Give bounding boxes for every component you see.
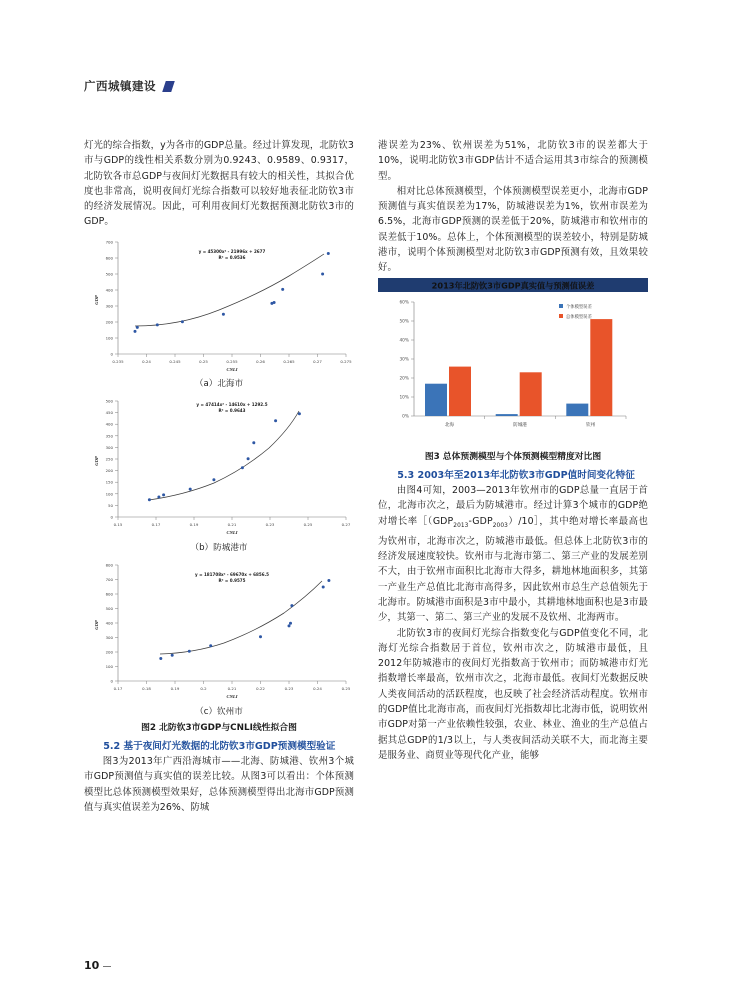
data-points-a — [134, 252, 330, 333]
svg-text:200: 200 — [105, 467, 113, 473]
svg-text:50%: 50% — [399, 319, 409, 325]
data-points-b — [148, 412, 301, 501]
figure-3 — [378, 278, 648, 462]
svg-text:500: 500 — [105, 271, 113, 277]
svg-text:0.17: 0.17 — [113, 685, 123, 691]
figure-2b — [84, 395, 354, 553]
r-squared-b: R² = 0.9643 — [218, 407, 246, 413]
svg-text:0%: 0% — [402, 414, 409, 420]
svg-text:0.22: 0.22 — [256, 685, 265, 691]
page-number-value: 10 — [84, 959, 100, 972]
legend-label-overall: 总体模型误差 — [566, 314, 592, 320]
svg-text:400: 400 — [105, 620, 113, 626]
svg-text:0.25: 0.25 — [199, 358, 208, 364]
left-paragraph-1: 灯光的综合指数，y为各市的GDP总量。经过计算发现，北防钦3市与GDP的线性相关系数分别为0.9243、0.9589、0.9317，北防钦各市总GDP与夜间灯光数据具有较大的相关性，其拟合优度也非常高，说明夜间灯光综合指数可以较好地表征北防钦3市的经济发展情况。因此，可利用夜间灯光数据预测北防钦3市的GDP。 — [84, 140, 354, 228]
svg-text:0.255: 0.255 — [226, 358, 238, 364]
svg-text:50: 50 — [108, 502, 113, 508]
svg-text:400: 400 — [105, 421, 113, 427]
svg-text:600: 600 — [105, 255, 113, 261]
svg-text:400: 400 — [105, 287, 113, 293]
journal-title: 广西城镇建设 — [84, 79, 156, 93]
svg-text:300: 300 — [105, 444, 113, 450]
bar-chart-legend — [559, 302, 592, 319]
svg-text:0.27: 0.27 — [313, 358, 322, 364]
svg-text:150: 150 — [105, 479, 113, 485]
scatter-chart-fangchenggang — [84, 395, 354, 540]
right-paragraph-1: 港误差为23%、钦州误差为51%，北防钦3市的误差都大于10%，说明北防钦3市GDP估计不适合运用其3市综合的预测模型。 — [378, 140, 648, 182]
svg-text:0.265: 0.265 — [283, 358, 295, 364]
figure-2b-subcaption: （b）防城港市 — [190, 542, 248, 553]
r-squared-a: R² = 0.9536 — [218, 254, 246, 260]
svg-text:0.23: 0.23 — [284, 685, 294, 691]
equation-c: y = 181708x² - 69670x + 6856.5 — [195, 571, 269, 577]
data-points-c — [159, 579, 330, 660]
figure-2a — [84, 236, 354, 389]
svg-text:0.25: 0.25 — [303, 521, 313, 527]
para3-post: ）/10］，其中绝对增长率最高也为钦州市，北海市次之，防城港市最低。但总体上北防钦3市的经济发展速度较快。钦州市与北海市第二、第三产业的发展差别不大，由于钦州市面积比北海市大得多，耕地林地面积多，其第一产业生产总值比北海市高得多，因此钦州市总生产总值领先于北海市。防城港市面积是3市中最小，其耕地林地面积也是3市最少，其第一、第二、第三产业的发展不及钦州、北海两市。 — [378, 515, 649, 624]
legend-swatch-overall — [559, 314, 563, 318]
svg-text:0.23: 0.23 — [265, 521, 275, 527]
bar-fangchenggang-overall — [520, 372, 542, 416]
bar-category-3: 钦州 — [585, 422, 596, 428]
svg-text:0.2: 0.2 — [200, 685, 207, 691]
para3-mid: -GDP — [468, 515, 493, 527]
page-number — [84, 959, 111, 972]
x-axis-title-c: CNLI — [226, 693, 238, 699]
svg-text:200: 200 — [105, 649, 113, 655]
svg-text:100: 100 — [105, 491, 113, 497]
svg-text:0.21: 0.21 — [227, 521, 237, 527]
legend-swatch-individual — [559, 304, 563, 308]
r-squared-c: R² = 0.9575 — [218, 577, 246, 583]
figure-2-caption: 图2 北防钦3市GDP与CNLI线性拟合图 — [141, 722, 297, 733]
scatter-chart-beihai — [84, 236, 354, 376]
section-heading-5-3: 5.3 2003年至2013年北防钦3市GDP值时间变化特征 — [397, 469, 635, 481]
x-axis-title-b: CNLI — [226, 529, 238, 535]
svg-text:60%: 60% — [399, 300, 409, 306]
left-paragraph-2: 图3为2013年广西沿海城市——北海、防城港、钦州3个城市GDP预测值与真实值的误差比较。从图3可以看出：个体预测模型比总体预测模型效果好，总体预测模型得出北海市GDP预测值与真实值误差为26%、防城 — [84, 756, 354, 813]
svg-text:800: 800 — [105, 562, 113, 568]
figure-2c — [84, 559, 354, 733]
svg-text:100: 100 — [105, 335, 113, 341]
slash-decoration-icon — [162, 81, 175, 92]
bar-fangchenggang-individual — [496, 414, 518, 416]
svg-text:0.245: 0.245 — [169, 358, 181, 364]
figure-2c-subcaption: （c）钦州市 — [195, 706, 243, 717]
svg-text:0: 0 — [110, 678, 113, 684]
right-paragraph-2: 相对比总体预测模型，个体预测模型误差更小，北海市GDP预测值与真实值误差为17%，防城港误差为1%，钦州市误差为6.5%，北海市GDP预测的误差低于20%，防城港市和钦州市的误差低于10%。总体上，个体预测模型的误差较小，特别是防城港市，说明个体预测模型对北防钦3市GDP预测有效，且效果较好。 — [378, 185, 648, 274]
svg-text:300: 300 — [105, 634, 113, 640]
svg-text:0.27: 0.27 — [341, 521, 351, 527]
svg-text:40%: 40% — [399, 338, 409, 344]
svg-text:0.21: 0.21 — [227, 685, 237, 691]
left-column — [84, 138, 354, 815]
legend-label-individual: 个体模型误差 — [566, 304, 592, 310]
bar-qinzhou-overall — [590, 319, 612, 416]
x-axis-title-a: CNLI — [226, 366, 238, 372]
svg-text:30%: 30% — [399, 357, 409, 363]
y-axis-title-a: GDP — [94, 295, 99, 305]
svg-text:0: 0 — [110, 351, 113, 357]
svg-text:10%: 10% — [399, 395, 409, 401]
scatter-chart-qinzhou — [84, 559, 354, 704]
equation-b: y = 47414x² - 14610x + 1292.5 — [196, 401, 268, 407]
svg-text:0.235: 0.235 — [112, 358, 124, 364]
svg-text:0.25: 0.25 — [341, 685, 351, 691]
equation-a: y = 45300x² - 21996x + 2677 — [198, 248, 266, 254]
right-paragraph-3 — [378, 483, 648, 626]
svg-text:0: 0 — [110, 514, 113, 520]
para3-pre: 由图4可知，2003—2013年钦州市的GDP总量一直居于首位，北海市次之，最后为防城港市。经过计算3个城市的GDP绝对增长率［（GDP — [378, 484, 648, 527]
right-column — [378, 138, 648, 815]
bar-category-2: 防城港 — [513, 422, 527, 428]
bar-beihai-individual — [425, 383, 447, 415]
svg-text:0.275: 0.275 — [340, 358, 352, 364]
two-column-body — [84, 138, 648, 815]
svg-text:0.18: 0.18 — [142, 685, 151, 691]
figure-3-caption: 图3 总体预测模型与个体预测模型精度对比图 — [424, 451, 602, 462]
svg-text:500: 500 — [105, 398, 113, 404]
svg-text:0.17: 0.17 — [151, 521, 161, 527]
section-heading-5-2: 5.2 基于夜间灯光数据的北防钦3市GDP预测模型验证 — [103, 740, 336, 752]
running-header — [84, 78, 173, 94]
y-axis-title-b: GDP — [94, 456, 99, 466]
bar-beihai-overall — [449, 366, 471, 415]
gdp-subscript-2003: 2003 — [492, 522, 508, 529]
bar-chart-title: 2013年北防钦3市GDP真实值与预测值误差 — [431, 280, 595, 291]
gdp-subscript-2013: 2013 — [453, 522, 469, 529]
svg-text:0.24: 0.24 — [142, 358, 151, 364]
svg-text:700: 700 — [105, 239, 113, 245]
svg-text:20%: 20% — [399, 376, 409, 382]
svg-text:100: 100 — [105, 663, 113, 669]
bar-qinzhou-individual — [566, 403, 588, 415]
svg-text:0.24: 0.24 — [313, 685, 322, 691]
bar-category-1: 北海 — [444, 422, 455, 428]
svg-text:0.15: 0.15 — [113, 521, 123, 527]
svg-text:450: 450 — [105, 409, 113, 415]
svg-text:200: 200 — [105, 319, 113, 325]
svg-text:0.19: 0.19 — [189, 521, 199, 527]
right-paragraph-4: 北防钦3市的夜间灯光综合指数变化与GDP值变化不同，北海灯光综合指数居于首位，钦州市次之，防城港市最低，且2012年防城港市的夜间灯光指数高于钦州市；而防城港市灯光指数增长率最高，钦州市次之，北海市最低。夜间灯光数据反映人类夜间活动的活跃程度，也反映了社会经济活动程度。钦州市的GDP值比北海市高，而夜间灯光指数却比北海市低，说明钦州市GDP对第一产业依赖性较强，农业、林业、渔业的生产总值占据其总GDP的1/3以上，与人类夜间活动关联不大，而北海主要是服务业、商贸业等现代化产业，能够 — [378, 627, 648, 761]
svg-text:700: 700 — [105, 576, 113, 582]
svg-text:350: 350 — [105, 433, 113, 439]
svg-text:600: 600 — [105, 591, 113, 597]
bar-chart-prediction-error — [378, 278, 648, 446]
y-axis-title-c: GDP — [94, 620, 99, 630]
svg-text:0.26: 0.26 — [256, 358, 265, 364]
svg-text:300: 300 — [105, 303, 113, 309]
svg-text:250: 250 — [105, 456, 113, 462]
svg-text:0.19: 0.19 — [170, 685, 180, 691]
page-number-dash — [103, 966, 111, 967]
figure-2a-subcaption: （a）北海市 — [194, 378, 244, 389]
svg-text:500: 500 — [105, 605, 113, 611]
